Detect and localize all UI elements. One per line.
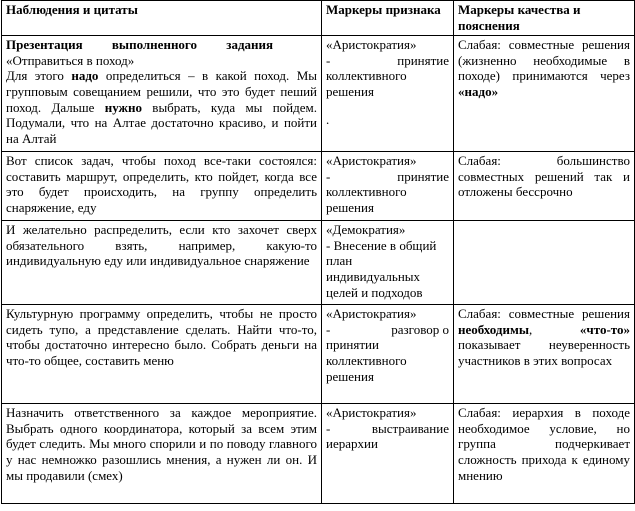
observation-cell bbox=[2, 36, 322, 152]
marker-line: - выстраивание bbox=[326, 420, 449, 436]
observation-subheading: «Отправиться в поход» bbox=[6, 52, 135, 68]
marker-cell bbox=[322, 221, 454, 305]
observation-heading: Презентация выполненного задания bbox=[6, 37, 274, 53]
header-markers-quality: Маркеры качества и пояснения bbox=[454, 1, 635, 36]
observation-text: Для этого надо определиться – в какой поход. Мы групповым совещанием решили, что это будет пеший поход. Дальше нужно выбрать, куда мы пойдем. Подумали, что на Алтае достаточно красиво, и пойти на Алтай bbox=[6, 68, 317, 146]
table-row bbox=[2, 221, 635, 305]
marker-label: «Демократия» bbox=[326, 222, 406, 238]
marker-rest: иерархии bbox=[326, 436, 378, 452]
observation-cell: И желательно распределить, если кто захочет сверх обязательного взять, например, какую-то индивидуальную еду или индивидуальное снаряжение bbox=[2, 221, 322, 305]
table-header-row bbox=[2, 1, 635, 36]
quality-cell bbox=[454, 221, 635, 305]
quality-cell: Слабая: совместные решения (жизненно необходимые в походе) принимаются через «надо» bbox=[454, 36, 635, 152]
marker-line: - принятие bbox=[326, 52, 449, 68]
table-row bbox=[2, 404, 635, 504]
header-observations: Наблюдения и цитаты bbox=[2, 1, 322, 36]
marker-text: - Внесение в общий план индивидуальных целей и подходов bbox=[326, 237, 437, 300]
observation-cell: Вот список задач, чтобы поход все-таки состоялся: составить маршрут, определить, кто пойдет, когда все это будет происходить, на группу определить снаряжение, еду bbox=[2, 152, 322, 221]
quality-cell: Слабая: совместные решения необходимы, «что-то» показывает неуверенность участников в этих вопросах bbox=[454, 305, 635, 404]
table-row bbox=[2, 305, 635, 404]
marker-cell bbox=[322, 305, 454, 404]
marker-cell bbox=[322, 404, 454, 504]
analysis-table bbox=[1, 0, 635, 504]
marker-label: «Аристократия» bbox=[326, 306, 417, 322]
header-markers-sign: Маркеры признака bbox=[322, 1, 454, 36]
quality-cell: Слабая: иерархия в походе необходимое условие, но группа подчеркивает сложность прихода к единому мнению bbox=[454, 404, 635, 504]
table-row bbox=[2, 36, 635, 152]
marker-label: «Аристократия» bbox=[326, 405, 417, 421]
marker-label: «Аристократия» bbox=[326, 37, 417, 53]
marker-line: - принятие bbox=[326, 168, 449, 184]
marker-label: «Аристократия» bbox=[326, 153, 417, 169]
observation-cell: Назначить ответственного за каждое мероприятие. Выбрать одного координатора, который за всем этим будет следить. Мы много спорили и по поводу главного у нас немножко разошлись мнения, а нужен ли он. И мы продавили (смех) bbox=[2, 404, 322, 504]
marker-rest: коллективного решения bbox=[326, 184, 407, 215]
quality-cell: Слабая: большинство совместных решений так и отложены бессрочно bbox=[454, 152, 635, 221]
table-row bbox=[2, 152, 635, 221]
marker-extra: . bbox=[326, 111, 330, 127]
marker-rest: коллективного решения bbox=[326, 68, 407, 99]
marker-cell bbox=[322, 36, 454, 152]
marker-rest: принятии коллективного решения bbox=[326, 337, 407, 384]
marker-line: - разговор о bbox=[326, 321, 449, 337]
marker-cell bbox=[322, 152, 454, 221]
observation-cell: Культурную программу определить, чтобы не просто сидеть тупо, а представление сделать. Найти что-то, чтобы достаточно интересно было. Собрать деньги на что-то общее, составить меню bbox=[2, 305, 322, 404]
